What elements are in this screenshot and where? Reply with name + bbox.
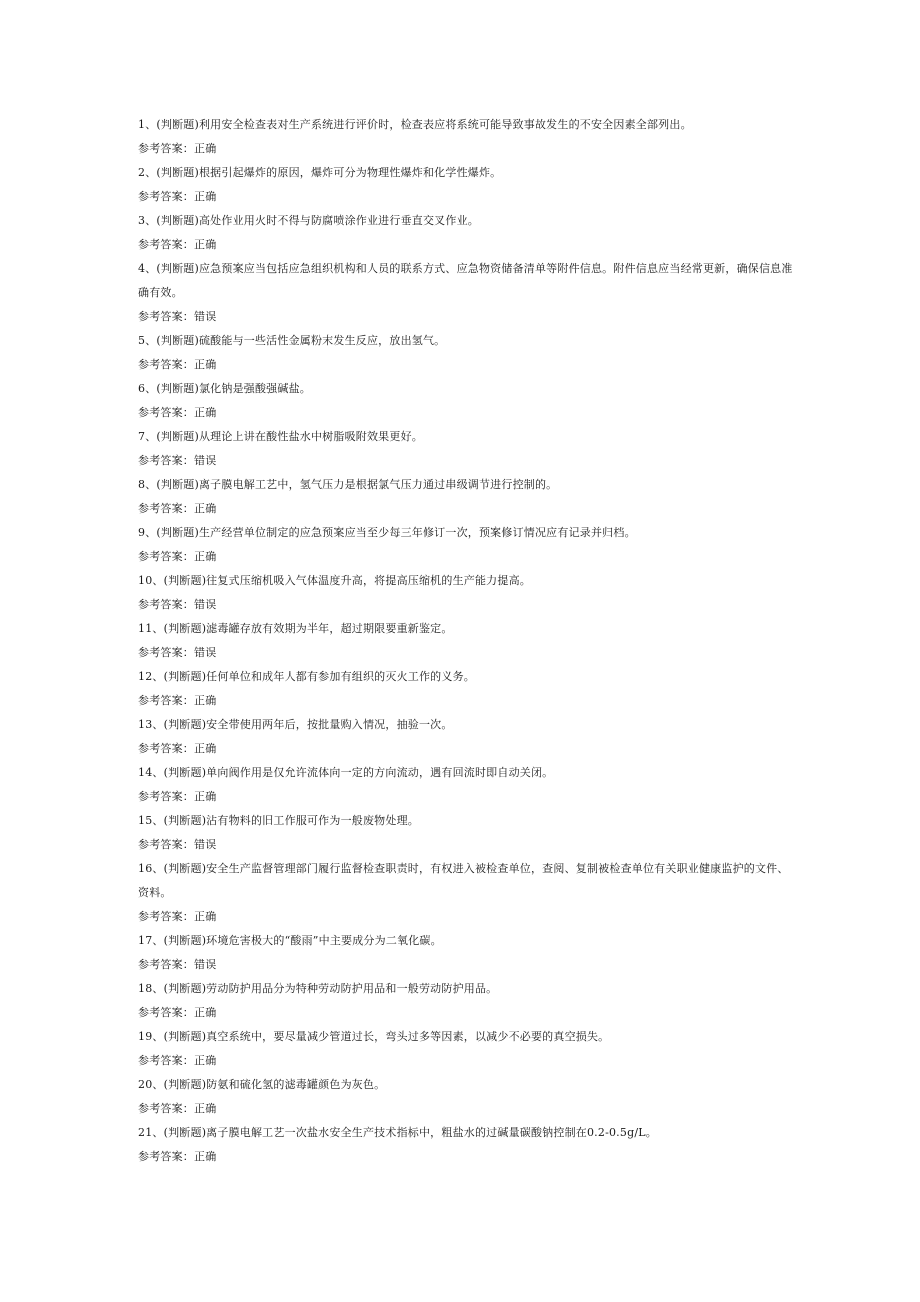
answer-label: 参考答案：: [138, 142, 194, 155]
answer-label: 参考答案：: [138, 358, 194, 371]
question-item: [138, 1073, 798, 1121]
answer-value: 正确: [194, 238, 217, 251]
answer-value: 正确: [194, 1102, 217, 1115]
question-item: [138, 209, 798, 257]
answer-label: 参考答案：: [138, 1150, 194, 1163]
answer-line: [138, 185, 798, 209]
question-text: 13、(判断题)安全带使用两年后，按批量购入情况，抽验一次。: [138, 718, 453, 731]
question-item: [138, 473, 798, 521]
answer-line: [138, 449, 798, 473]
question-text: 9、(判断题)生产经营单位制定的应急预案应当至少每三年修订一次，预案修订情况应有记录并归档。: [138, 526, 636, 539]
question-item: [138, 257, 798, 329]
answer-label: 参考答案：: [138, 1102, 194, 1115]
answer-value: 正确: [194, 502, 217, 515]
question-text: 2、(判断题)根据引起爆炸的原因，爆炸可分为物理性爆炸和化学性爆炸。: [138, 166, 502, 179]
question-text: 17、(判断题)环境危害极大的“酸雨”中主要成分为二氧化碳。: [138, 934, 442, 947]
answer-value: 正确: [194, 910, 217, 923]
question-text: 12、(判断题)任何单位和成年人都有参加有组织的灭火工作的义务。: [138, 670, 475, 683]
answer-label: 参考答案：: [138, 958, 194, 971]
question-item: [138, 977, 798, 1025]
answer-value: 错误: [194, 838, 217, 851]
question-text: 5、(判断题)硫酸能与一些活性金属粉末发生反应，放出氢气。: [138, 334, 446, 347]
question-text: 16、(判断题)安全生产监督管理部门履行监督检查职责时，有权进入被检查单位，查阅、复制被检查单位有关职业健康监护的文件、资料。: [138, 862, 789, 899]
answer-value: 正确: [194, 1006, 217, 1019]
answer-label: 参考答案：: [138, 646, 194, 659]
answer-label: 参考答案：: [138, 598, 194, 611]
question-text: 14、(判断题)单向阀作用是仅允许流体向一定的方向流动，遇有回流时即自动关闭。: [138, 766, 554, 779]
answer-line: [138, 593, 798, 617]
answer-line: [138, 305, 798, 329]
question-item: [138, 1121, 798, 1169]
answer-line: [138, 1097, 798, 1121]
answer-label: 参考答案：: [138, 502, 194, 515]
question-item: [138, 617, 798, 665]
question-text: 6、(判断题)氯化钠是强酸强碱盐。: [138, 382, 311, 395]
question-text: 1、(判断题)利用安全检查表对生产系统进行评价时，检查表应将系统可能导致事故发生的不安全因素全部列出。: [138, 118, 692, 131]
answer-line: [138, 1049, 798, 1073]
answer-line: [138, 833, 798, 857]
answer-value: 错误: [194, 454, 217, 467]
question-item: [138, 713, 798, 761]
answer-line: [138, 689, 798, 713]
answer-label: 参考答案：: [138, 406, 194, 419]
answer-line: [138, 137, 798, 161]
question-item: [138, 425, 798, 473]
question-item: [138, 113, 798, 161]
answer-value: 正确: [194, 1150, 217, 1163]
question-item: [138, 569, 798, 617]
answer-label: 参考答案：: [138, 694, 194, 707]
answer-value: 错误: [194, 310, 217, 323]
answer-label: 参考答案：: [138, 310, 194, 323]
answer-line: [138, 641, 798, 665]
question-text: 7、(判断题)从理论上讲在酸性盐水中树脂吸附效果更好。: [138, 430, 423, 443]
answer-value: 错误: [194, 598, 217, 611]
question-item: [138, 809, 798, 857]
answer-line: [138, 785, 798, 809]
question-text: 10、(判断题)往复式压缩机吸入气体温度升高，将提高压缩机的生产能力提高。: [138, 574, 531, 587]
question-text: 19、(判断题)真空系统中，要尽量减少管道过长，弯头过多等因素，以减少不必要的真空损失。: [138, 1030, 610, 1043]
question-item: [138, 521, 798, 569]
question-text: 15、(判断题)沾有物料的旧工作服可作为一般废物处理。: [138, 814, 419, 827]
answer-line: [138, 353, 798, 377]
answer-label: 参考答案：: [138, 790, 194, 803]
answer-line: [138, 545, 798, 569]
answer-value: 正确: [194, 190, 217, 203]
question-text: 21、(判断题)离子膜电解工艺一次盐水安全生产技术指标中，粗盐水的过碱量碳酸钠控制在0.2-0.5g/L。: [138, 1126, 657, 1139]
answer-value: 错误: [194, 958, 217, 971]
answer-label: 参考答案：: [138, 550, 194, 563]
question-item: [138, 377, 798, 425]
answer-value: 正确: [194, 742, 217, 755]
answer-value: 正确: [194, 694, 217, 707]
answer-value: 正确: [194, 142, 217, 155]
question-text: 18、(判断题)劳动防护用品分为特种劳动防护用品和一般劳动防护用品。: [138, 982, 498, 995]
answer-value: 正确: [194, 358, 217, 371]
answer-label: 参考答案：: [138, 1006, 194, 1019]
answer-value: 错误: [194, 646, 217, 659]
question-item: [138, 665, 798, 713]
question-text: 11、(判断题)滤毒罐存放有效期为半年，超过期限要重新鉴定。: [138, 622, 453, 635]
question-item: [138, 857, 798, 929]
answer-label: 参考答案：: [138, 1054, 194, 1067]
answer-line: [138, 905, 798, 929]
answer-value: 正确: [194, 406, 217, 419]
question-text: 3、(判断题)高处作业用火时不得与防腐喷涂作业进行垂直交叉作业。: [138, 214, 479, 227]
question-text: 4、(判断题)应急预案应当包括应急组织机构和人员的联系方式、应急物资储备清单等附件信息。附件信息应当经常更新，确保信息准确有效。: [138, 262, 793, 299]
answer-label: 参考答案：: [138, 454, 194, 467]
answer-line: [138, 953, 798, 977]
question-item: [138, 929, 798, 977]
answer-value: 正确: [194, 790, 217, 803]
question-item: [138, 329, 798, 377]
question-text: 8、(判断题)离子膜电解工艺中，氢气压力是根据氯气压力通过串级调节进行控制的。: [138, 478, 558, 491]
answer-line: [138, 401, 798, 425]
question-item: [138, 1025, 798, 1073]
answer-line: [138, 737, 798, 761]
document-page: [138, 113, 798, 1169]
answer-label: 参考答案：: [138, 190, 194, 203]
question-text: 20、(判断题)防氨和硫化氢的滤毒罐颜色为灰色。: [138, 1078, 386, 1091]
question-item: [138, 161, 798, 209]
answer-line: [138, 1145, 798, 1169]
answer-value: 正确: [194, 550, 217, 563]
answer-label: 参考答案：: [138, 910, 194, 923]
answer-label: 参考答案：: [138, 742, 194, 755]
answer-line: [138, 1001, 798, 1025]
answer-label: 参考答案：: [138, 238, 194, 251]
answer-value: 正确: [194, 1054, 217, 1067]
question-item: [138, 761, 798, 809]
answer-line: [138, 233, 798, 257]
answer-label: 参考答案：: [138, 838, 194, 851]
answer-line: [138, 497, 798, 521]
